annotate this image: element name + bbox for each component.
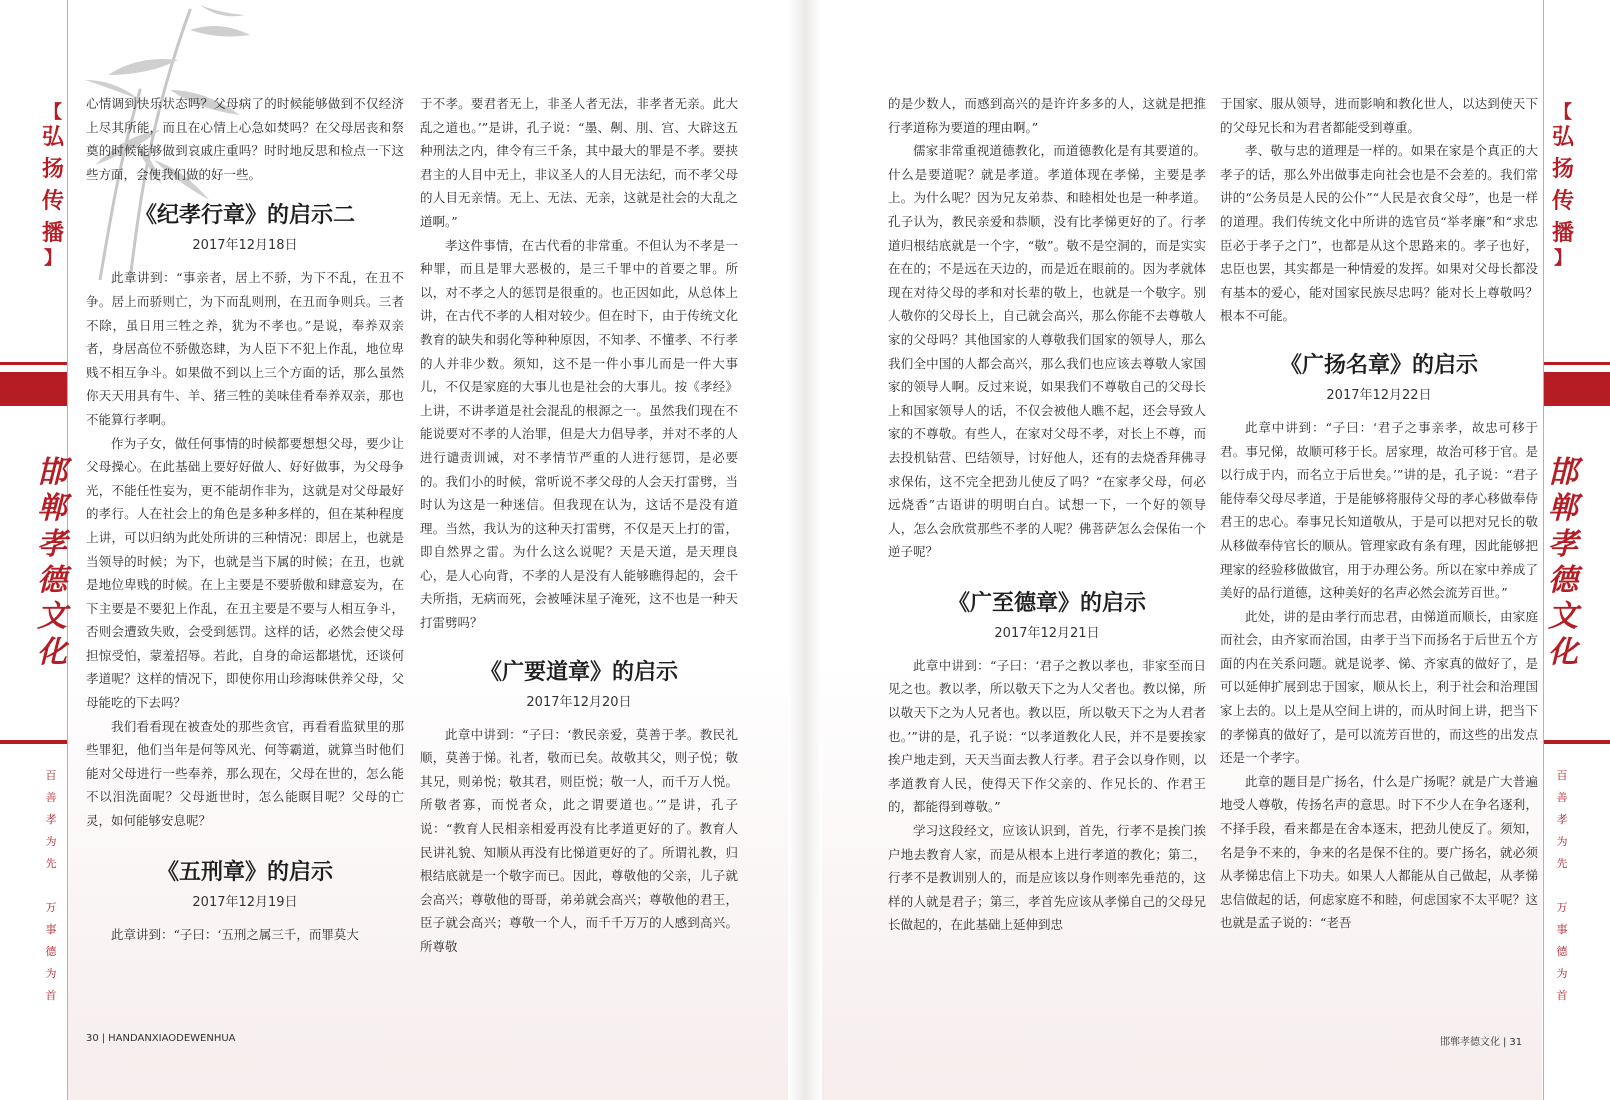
left-red-band — [0, 372, 67, 406]
paragraph: 的是少数人，而感到高兴的是许许多多的人，这就是把推行孝道称为要道的理由啊。” — [888, 96, 1206, 135]
paragraph: 此章的题目是广扬名，什么是广扬呢？就是广大普遍地受人尊敬，传扬名声的意思。时下不少人在争名逐利，不择手段，看来都是在舍本逐末，把劲儿使反了。须知，名是争不来的，争来的名是保不住的。要广扬名，就必须从孝悌忠信上下功夫。如果人人都能从自己做起，从孝悌忠信做起的话，何虑家庭不和睦，何虑国家不太平呢？这也就是孟子说的：“老吾 — [1220, 773, 1538, 931]
paragraph: 此章中讲到：“子曰：‘教民亲爱，莫善于孝。教民礼顺，莫善于悌。礼者，敬而已矣。故敬其父，则子悦；敬其兄，则弟悦；敬其君，则臣悦；敬一人，而千万人悦。所敬者寡，而悦者众，此之谓要道也。’”是讲，孔子说：“教育人民相亲相爱再没有比孝道更好的了。教育人民讲礼貌、知顺从再没有比悌道更好的了。所谓礼教，归根结底就是一个敬字而已。因此，尊敬他的父亲，儿子就会高兴；尊敬他的哥哥，弟弟就会高兴；尊敬他的君王，臣子就会高兴；尊敬一个人，而千千万万的人感到高兴。所尊敬 — [420, 726, 738, 954]
article-date: 2017年12月22日 — [1326, 387, 1432, 403]
section-label-left: 【 弘 扬 传 播 】 — [41, 102, 64, 269]
paragraph: 孝这件事情，在古代看的非常重。不但认为不孝是一种罪，而且是罪大恶极的，是三千罪中的首要之罪。所以，对不孝之人的惩罚是很重的。也正因如此，从总体上讲，在古代不孝的人相对较少。但在时下，由于传统文化教育的缺失和弱化等种种原因，不知孝、不懂孝、不行孝的人并非少数。须知，这不是一件小事儿而是一件大事儿，不仅是家庭的大事儿也是社会的大事儿。按《孝经》上讲，不讲孝道是社会混乱的根源之一。虽然我们现在不能说要对不孝的人治罪，但是大力倡导孝，并对不孝的人进行谴责训诫，对不孝情节严重的人进行惩罚，是必要的。我们小的时候，常听说不孝父母的人会天打雷劈，当时认为这是一种迷信。但我现在认为，这话不是没有道理。当然，我认为的这种天打雷劈，不仅是天上打的雷，即自然界之雷。为什么这么说呢？天是天道，是天理良心，是人心向背，不孝的人是没有人能够瞧得起的，会千夫所指，无病而死，会被唾沫星子淹死，这不也是一种天打雷劈吗？ — [420, 237, 738, 631]
page-number-right: 邯郸孝德文化 | 31 — [1440, 1037, 1523, 1048]
paragraph: 学习这段经文，应该认识到，首先，行孝不是挨门挨户地去教育人家，而是从根本上进行孝道的教化；第二，行孝不是教训别人的，而是应该以身作则率先垂范的，这样的人就是君子；第三，孝首先应该从孝悌自己的父母兄长做起的，在此基础上延伸到忠 — [888, 823, 1206, 933]
right-red-rule-lower — [1544, 740, 1610, 744]
article-title: 《纪孝行章》的启示二 — [134, 202, 355, 229]
text-column-3 — [888, 92, 1206, 937]
paragraph: 此处，讲的是由孝行而忠君，由悌道而顺长，由家庭而社会，由齐家而治国，由孝于当下而扬名于后世五个方面的内在关系问题。就是说孝、悌、齐家真的做好了，是可以延伸扩展到忠于国家，顺从长上，利于社会和治理国家上去的。以上是从空间上讲的，而从时间上讲，把当下的孝悌真的做好了，是可以流芳百世的，而这些的出发点还是一个孝字。 — [1220, 608, 1538, 766]
right-red-rule — [1544, 362, 1610, 365]
motto-left: 百 善 孝 为 先 万 事 德 为 首 — [45, 769, 57, 1002]
paragraph: 此章讲到：“子曰：‘五刑之属三千，而罪莫大 — [111, 926, 359, 942]
paragraph: 此章讲到：“事亲者，居上不骄，为下不乱，在丑不争。居上而骄则亡，为下而乱则刑，在丑而争则兵。三者不除，虽日用三牲之养，犹为不孝也。”是说，奉养双亲者，身居高位不骄傲恣肆，为人臣下不犯上作乱，地位卑贱不相互争斗。如果做不到以上三个方面的话，那么虽然你天天用具有牛、羊、猪三牲的美味佳肴奉养双亲，那也不能算行孝啊。 — [86, 270, 404, 427]
motto-right: 百 善 孝 为 先 万 事 德 为 首 — [1556, 769, 1568, 1002]
paragraph: 作为子女，做任何事情的时候都要想想父母，要少让父母操心。在此基础上要好好做人、好好做事，为父母争光，不能任性妄为，更不能胡作非为，这就是对父母最好的孝行。人在社会上的角色是多种多样的，但在某种程度上讲，可以归纳为此处所讲的三种情况：即居上，也就是当领导的时候；为下，也就是当下属的时候；在丑，也就是地位卑贱的时候。在上主要是不要骄傲和肆意妄为，在下主要是不要犯上作乱，在丑主要是不要与人相互争斗，否则会遭致失败，会受到惩罚。这样的话，必然会使父母担惊受怕，蒙羞招辱。若此，自身的命运都堪忧，还谈何孝道呢？这样的情况下，即使你用山珍海味供养父母，父母能吃的下去吗？ — [86, 435, 404, 711]
magazine-brand-left: 邯 郸 孝 德 文 化 — [37, 455, 67, 670]
article-title: 《广至德章》的启示 — [947, 589, 1146, 616]
left-red-rule — [0, 362, 67, 365]
paragraph: 于国家、服从领导，进而影响和教化世人，以达到使天下的父母兄长和为君者都能受到尊重。 — [1220, 96, 1538, 135]
text-column-1 — [86, 92, 404, 946]
paragraph: 我们看看现在被查处的那些贪官，再看看监狱里的那些罪犯，他们当年是何等风光、何等霸道，就算当时他们能对父母进行一些奉养，那么现在，父母在世的，怎么能不以泪洗面呢？父母逝世时，怎么能瞑目呢？父母的亡灵，如何能够安息呢？ — [86, 718, 404, 829]
article-title: 《广扬名章》的启示 — [1279, 351, 1478, 378]
article-date: 2017年12月20日 — [526, 694, 632, 710]
paragraph: 此章中讲到：“子曰：‘君子之事亲孝，故忠可移于君。事兄悌，故顺可移于长。居家理，故治可移于官。是以行成于内，而名立于后世矣。’”讲的是，孔子说：“君子能侍奉父母尽孝道，于是能够将服侍父母的孝心移做奉侍君王的忠心。奉事兄长知道敬从，于是可以把对兄长的敬从移做奉侍官长的顺从。管理家政有条有理，因此能够把理家的经验移做做官，用于办理公务。所以在家中养成了美好的品行道德，这种美好的名声必然会流芳百世。” — [1220, 419, 1538, 601]
paragraph: 心情调到快乐状态吗？父母病了的时候能够做到不仅经济上尽其所能，而且在心情上心急如焚吗？在父母居丧和祭奠的时候能够做到哀戚庄重吗？时时地反思和检点一下这些方面，会使我们做的好一些。 — [86, 96, 404, 182]
paragraph: 于不孝。要君者无上，非圣人者无法，非孝者无亲。此大乱之道也。’”是讲，孔子说：“墨、劓、刖、宫、大辟这五种刑法之内，律令有三千条，其中最大的罪是不孝。要挟君主的人目中无上，非议圣人的人目无法纪，而不孝父母的人目无亲情。无上、无法、无亲，这就是社会的大乱之道啊。” — [420, 96, 738, 229]
text-column-4 — [1220, 92, 1538, 935]
article-date: 2017年12月18日 — [192, 238, 298, 254]
article-date: 2017年12月21日 — [994, 625, 1100, 641]
right-red-band — [1544, 372, 1610, 406]
page-gutter — [788, 0, 822, 1100]
page-number-left: 30 | HANDANXIAODEWENHUA — [86, 1033, 236, 1044]
article-date: 2017年12月19日 — [192, 894, 298, 910]
paragraph: 儒家非常重视道德教化，而道德教化是有其要道的。什么是要道呢？就是孝道。孝道体现在孝悌，主要是孝上。为什么呢？因为兄友弟恭、和睦相处也是一种孝道。孔子认为，教民亲爱和恭顺，没有比孝悌更好的了。行孝道归根结底就是一个字，“敬”。敬不是空洞的，而是实实在在的；不是远在天边的，而是近在眼前的。因为孝就体现在对待父母的孝和对长辈的敬上，也就是一个敬字。别人敬你的父母长上，自己就会高兴，那么你能不去尊敬人家的父母吗？其他国家的人尊敬我们国家的领导人，那么我们全中国的人都会高兴，那么我们也应该去尊敬人家国家的领导人啊。反过来说，如果我们不尊敬自己的父母长上和国家领导人的话，不仅会被他人瞧不起，还会导致人家的不尊敬。有些人，在家对父母不孝，对长上不尊，而去投机钻营、巴结领导，讨好他人，还有的去烧香拜佛寻求保佑，这不完全把劲儿使反了吗？“在家孝父母，何必远烧香”古语讲的明明白白。试想一下，一个好的领导人，怎么会欣赏那些不孝的人呢？佛菩萨怎么会保佑一个逆子呢？ — [888, 143, 1206, 560]
section-label-right: 【 弘 扬 传 播 】 — [1551, 102, 1574, 269]
magazine-brand-right: 邯 郸 孝 德 文 化 — [1548, 455, 1578, 670]
article-title: 《广要道章》的启示 — [479, 658, 678, 685]
text-column-2 — [420, 92, 738, 959]
left-red-rule-lower — [0, 740, 67, 744]
article-title: 《五刑章》的启示 — [156, 858, 333, 885]
paragraph: 孝、敬与忠的道理是一样的。如果在家是个真正的大孝子的话，那么外出做事走向社会也是不会差的。我们常讲的“公务员是人民的公仆”“人民是衣食父母”，也是一样的道理。我们传统文化中所讲的选官员“举孝廉”和“求忠臣必于孝子之门”，也都是从这个思路来的。孝子也好，忠臣也罢，其实都是一种情爱的发挥。如果对父母长都没有基本的爱心，能对国家民族尽忠吗？能对长上尊敬吗？根本不可能。 — [1220, 143, 1538, 324]
paragraph: 此章中讲到：“子曰：‘君子之教以孝也，非家至而日见之也。教以孝，所以敬天下之为人父者也。教以悌，所以敬天下之为人兄者也。教以臣，所以敬天下之为人君者也。’”讲的是，孔子说：“以孝道教化人民，并不是要挨家挨户地走到，天天当面去教人行孝。君子会以身作则，以孝道教育人民，使得天下作父亲的、作兄长的、作君王的，都能得到尊敬。” — [888, 657, 1206, 815]
